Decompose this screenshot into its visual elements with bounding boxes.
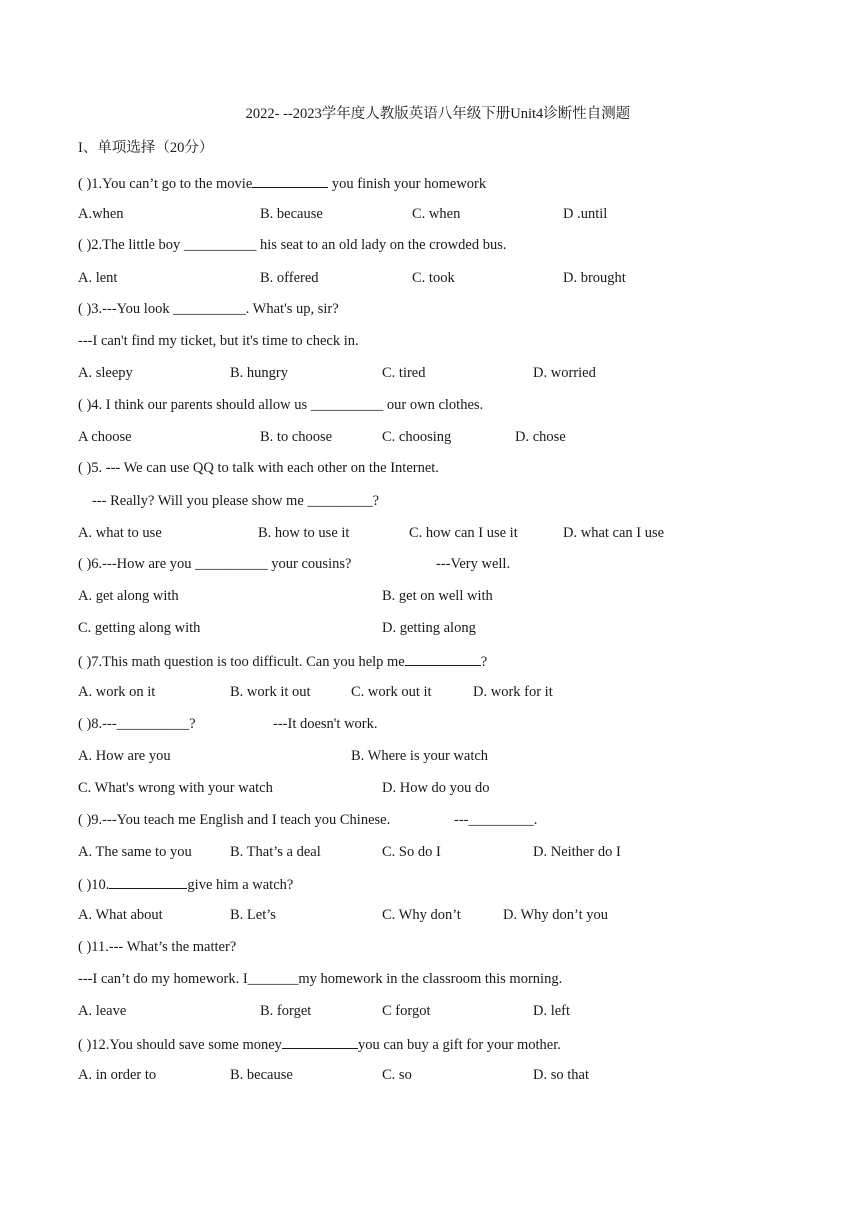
option-d: D. what can I use — [563, 525, 665, 541]
option-a: A. in order to — [78, 1067, 157, 1083]
option-d: D. Neither do I — [533, 844, 621, 860]
option-b: B. forget — [260, 1003, 312, 1019]
option-c: C. choosing — [382, 429, 452, 445]
option-a: A. What about — [78, 907, 163, 923]
page-title: 2022- --2023学年度人教版英语八年级下册Unit4诊断性自测题 — [245, 106, 631, 122]
option-d: D. chose — [515, 429, 566, 445]
option-b: B. because — [260, 206, 323, 222]
question-text: ( )1.You can’t go to the movie — [78, 176, 253, 192]
answer-blank — [252, 172, 328, 188]
question-text: ( )9.---You teach me English and I teach you Chinese. — [78, 812, 391, 828]
option-a: A. The same to you — [78, 844, 192, 860]
option-a: A. what to use — [78, 525, 162, 541]
option-b: B. hungry — [230, 365, 288, 381]
option-d: D. How do you do — [382, 780, 490, 796]
question-7 — [78, 650, 798, 672]
option-c: C. so — [382, 1067, 412, 1083]
question-11-reply: ---I can’t do my homework. I_______my homework in the classroom this morning. — [78, 971, 563, 987]
question-8 — [78, 714, 798, 734]
question-text: you finish your homework — [328, 176, 487, 192]
option-d: D. work for it — [473, 684, 553, 700]
option-c: C. took — [412, 270, 455, 286]
question-9 — [78, 810, 798, 830]
option-d: D. worried — [533, 365, 596, 381]
question-text: give him a watch? — [187, 877, 294, 893]
option-b: B. because — [230, 1067, 293, 1083]
option-a: A. work on it — [78, 684, 156, 700]
option-c: C. work out it — [351, 684, 432, 700]
option-c: C. tired — [382, 365, 426, 381]
answer-blank — [282, 1033, 358, 1049]
question-6 — [78, 554, 798, 574]
question-text: ( )10. — [78, 877, 110, 893]
option-b: B. That’s a deal — [230, 844, 321, 860]
question-5-reply: --- Really? Will you please show me _________? — [92, 493, 380, 509]
option-a: A. How are you — [78, 748, 171, 764]
answer-blank — [405, 650, 481, 666]
option-d: D. brought — [563, 270, 626, 286]
option-b: B. Where is your watch — [351, 748, 489, 764]
option-c: C forgot — [382, 1003, 431, 1019]
question-text: ? — [480, 654, 488, 670]
option-c: C. when — [412, 206, 461, 222]
question-11: ( )11.--- What’s the matter? — [78, 939, 237, 955]
question-12 — [78, 1033, 798, 1055]
option-d: D. left — [533, 1003, 571, 1019]
option-a: A. leave — [78, 1003, 127, 1019]
question-text: ( )6.---How are you __________ your cousins? — [78, 556, 352, 572]
option-c: C. Why don’t — [382, 907, 461, 923]
question-10 — [78, 873, 798, 895]
question-3: ( )3.---You look __________. What's up, sir? — [78, 301, 339, 317]
question-text: ( )8.---__________? — [78, 716, 196, 732]
option-b: B. how to use it — [258, 525, 350, 541]
reply-text: ---Very well. — [436, 556, 511, 572]
reply-text: ---_________. — [454, 812, 538, 828]
option-a: A.when — [78, 206, 124, 222]
question-4: ( )4. I think our parents should allow us __________ our own clothes. — [78, 397, 484, 413]
option-d: D. getting along — [382, 620, 476, 636]
question-text: ( )12.You should save some money — [78, 1037, 282, 1053]
question-text: ( )7.This math question is too difficult. Can you help me — [78, 654, 405, 670]
option-d: D. Why don’t you — [503, 907, 608, 923]
question-1 — [78, 172, 798, 194]
question-text: you can buy a gift for your mother. — [357, 1037, 561, 1053]
option-b: B. offered — [260, 270, 319, 286]
option-a: A. sleepy — [78, 365, 133, 381]
reply-text: ---It doesn't work. — [273, 716, 378, 732]
option-c: C. getting along with — [78, 620, 201, 636]
option-b: B. to choose — [260, 429, 333, 445]
option-b: B. work it out — [230, 684, 311, 700]
option-a: A. get along with — [78, 588, 179, 604]
option-d: D .until — [563, 206, 608, 222]
option-c: C. how can I use it — [409, 525, 518, 541]
question-3-reply: ---I can't find my ticket, but it's time to check in. — [78, 333, 359, 349]
option-d: D. so that — [533, 1067, 589, 1083]
option-b: B. get on well with — [382, 588, 493, 604]
question-5: ( )5. --- We can use QQ to talk with each other on the Internet. — [78, 460, 439, 476]
option-a: A. lent — [78, 270, 118, 286]
option-a: A choose — [78, 429, 132, 445]
section-heading: I、单项选择（20分） — [78, 140, 214, 156]
option-c: C. What's wrong with your watch — [78, 780, 273, 796]
answer-blank — [109, 873, 187, 889]
option-c: C. So do I — [382, 844, 441, 860]
question-2: ( )2.The little boy __________ his seat to an old lady on the crowded bus. — [78, 237, 507, 253]
option-b: B. Let’s — [230, 907, 276, 923]
